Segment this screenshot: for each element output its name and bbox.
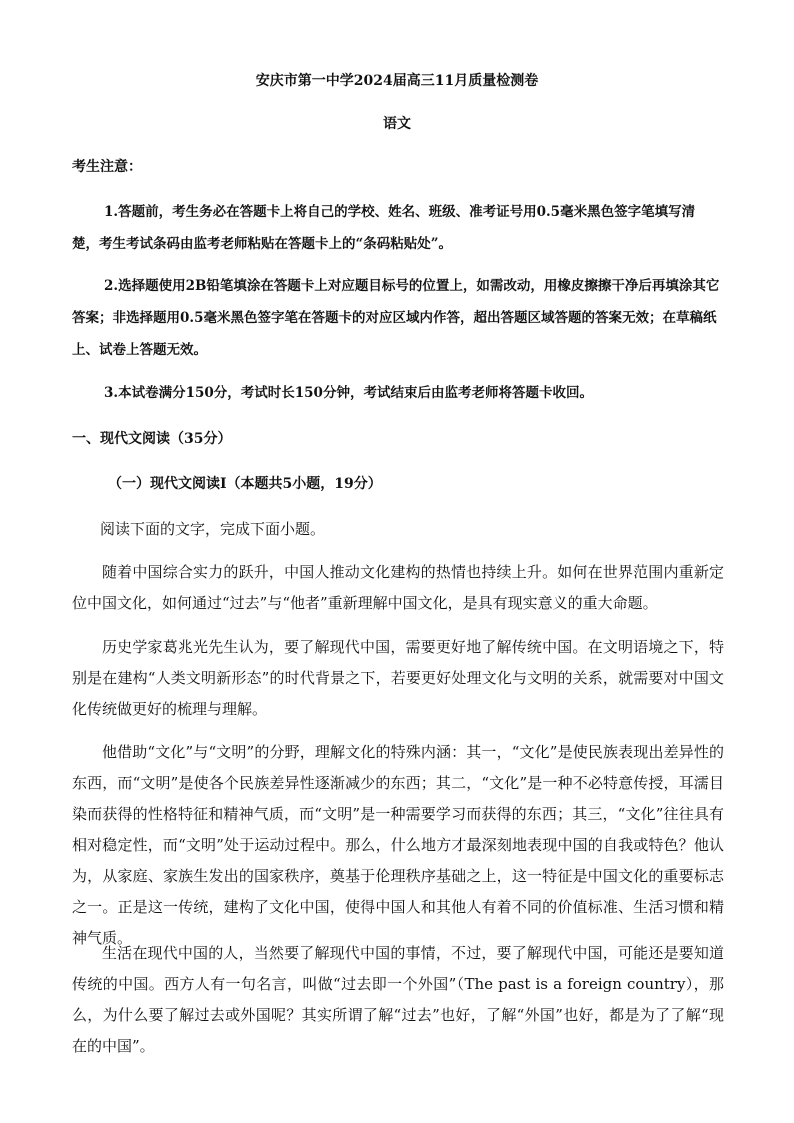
paragraph-1: 随着中国综合实力的跃升，中国人推动文化建构的热情也持续上升。如何在世界范围内重新定位中国文化，如何通过“过去”与“他者”重新理解中国文化，是具有现实意义的重大命题。	[72, 563, 724, 612]
notice-heading: 考生注意：	[72, 159, 142, 175]
section-heading: 一、现代文阅读（35分）	[72, 431, 232, 447]
subject-title: 语文	[383, 116, 411, 132]
paragraph-3: 他借助“文化”与“文明”的分野，理解文化的特殊内涵：其一，“文化”是使民族表现出差异性的东西，而“文明”是使各个民族差异性逐渐减少的东西；其二，“文化”是一种不必特意传授，耳濡目染而获得的性格特征和精神气质，而“文明”是一种需要学习而获得的东西；其三，“文化”往往具有相对稳定性，而“文明”处于运动过程中。那么，什么地方才最深刻地表现中国的自我或特色？他认为，从家庭、家族生发出的国家秩序，奠基于伦理秩序基础之上，这一特征是中国文化的重要标志之一。正是这一传统，建构了文化中国，使得中国人和其他人有着不同的价值标准、生活习惯和精神气质。	[72, 743, 724, 947]
reading-instruction: 阅读下面的文字，完成下面小题。	[100, 520, 326, 538]
notice-item-3: 3.本试卷满分150分，考试时长150分钟，考试结束后由监考老师将答题卡收回。	[104, 385, 593, 401]
paragraph-4: 生活在现代中国的人，当然要了解现代中国的事情，不过，要了解现代中国，可能还是要知道传统的中国。西方人有一句名言，叫做“过去即一个外国”（The past is a foreign country），那么，为什么要了解过去或外国呢？其实所谓了解“过去”也好，了解“外国”也好，都是为了了解“现在的中国”。	[72, 944, 724, 1055]
exam-title: 安庆市第一中学2024届高三11月质量检测卷	[255, 73, 539, 89]
paragraph-2: 历史学家葛兆光先生认为，要了解现代中国，需要更好地了解传统中国。在文明语境之下，特别是在建构“人类文明新形态”的时代背景之下，若要更好处理文化与文明的关系，就需要对中国文化传统做更好的梳理与理解。	[72, 638, 724, 718]
subsection-heading: （一）现代文阅读Ⅰ（本题共5小题，19分）	[108, 476, 382, 492]
notice-item-1: 1.答题前，考生务必在答题卡上将自己的学校、姓名、班级、准考证号用0.5毫米黑色签字笔填写清楚，考生考试条码由监考老师粘贴在答题卡上的“条码粘贴处”。	[72, 204, 696, 252]
notice-item-2: 2.选择题使用2B铅笔填涂在答题卡上对应题目标号的位置上，如需改动，用橡皮擦擦干净后再填涂其它答案；非选择题用0.5毫米黑色签字笔在答题卡的对应区域内作答，超出答题区域答题的答案无效；在草稿纸上、试卷上答题无效。	[72, 278, 720, 358]
